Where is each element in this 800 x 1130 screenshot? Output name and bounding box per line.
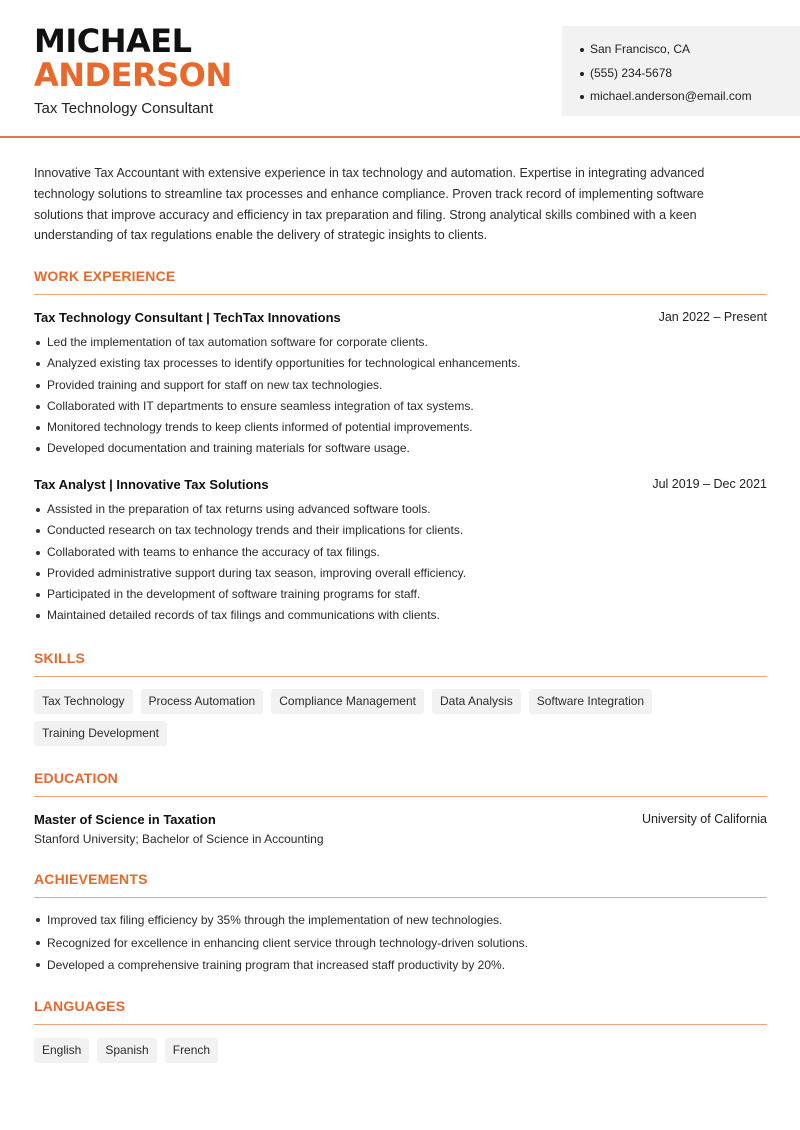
job-dates: Jan 2022 – Present bbox=[658, 310, 767, 324]
school: University of California bbox=[641, 812, 767, 826]
section-title-education: EDUCATION bbox=[34, 770, 118, 786]
section-title-work: WORK EXPERIENCE bbox=[34, 268, 176, 284]
skill-chip: Software Integration bbox=[529, 689, 652, 714]
section-title-achievements: ACHIEVEMENTS bbox=[34, 871, 148, 887]
list-item: Maintained detailed records of tax filings and communications with clients. bbox=[34, 605, 466, 626]
list-item: Provided training and support for staff on new tax technologies. bbox=[34, 375, 521, 396]
section-divider bbox=[34, 897, 767, 898]
contact-box bbox=[562, 26, 800, 116]
section-title-languages: LANGUAGES bbox=[34, 998, 126, 1014]
skill-chip: Training Development bbox=[34, 721, 167, 746]
language-chip: Spanish bbox=[97, 1038, 156, 1063]
section-divider bbox=[34, 294, 767, 295]
list-item: Monitored technology trends to keep clients informed of potential improvements. bbox=[34, 417, 521, 438]
education-detail: Stanford University; Bachelor of Science in Accounting bbox=[34, 832, 324, 846]
job-role: Tax Analyst | Innovative Tax Solutions bbox=[34, 477, 269, 492]
job-dates: Jul 2019 – Dec 2021 bbox=[652, 477, 767, 491]
job-header bbox=[34, 477, 767, 492]
candidate-name bbox=[34, 24, 232, 92]
section-title-skills: SKILLS bbox=[34, 650, 85, 666]
degree: Master of Science in Taxation bbox=[34, 812, 216, 827]
achievements-list bbox=[34, 909, 528, 977]
section-divider bbox=[34, 676, 767, 677]
list-item: Conducted research on tax technology trends and their implications for clients. bbox=[34, 520, 466, 541]
languages-list bbox=[34, 1038, 774, 1063]
first-name: MICHAEL bbox=[34, 22, 192, 60]
job-title: Tax Technology Consultant bbox=[34, 100, 214, 117]
job-role: Tax Technology Consultant | TechTax Innovations bbox=[34, 310, 341, 325]
language-chip: English bbox=[34, 1038, 89, 1063]
education-entry bbox=[34, 812, 767, 846]
skill-chip: Compliance Management bbox=[271, 689, 424, 714]
list-item: Developed documentation and training materials for software usage. bbox=[34, 438, 521, 459]
list-item: Collaborated with IT departments to ensure seamless integration of tax systems. bbox=[34, 396, 521, 417]
list-item: Led the implementation of tax automation software for corporate clients. bbox=[34, 332, 521, 353]
list-item: Analyzed existing tax processes to identify opportunities for technological enhancements. bbox=[34, 353, 521, 374]
contact-email[interactable]: michael.anderson@email.com bbox=[580, 85, 800, 109]
professional-summary: Innovative Tax Accountant with extensive experience in tax technology and automation. Expertise in integrating advanced technology solutions to streamline tax processes and enhance compliance. Proven track record of implementing software solutions that improve accuracy and efficiency in tax preparation and filing. Strong analytical skills combined with a keen understanding of tax regulations enable the delivery of strategic insights to clients. bbox=[34, 166, 705, 243]
list-item: Improved tax filing efficiency by 35% through the implementation of new technologies. bbox=[34, 909, 528, 932]
skills-list bbox=[34, 689, 774, 746]
section-divider bbox=[34, 1024, 767, 1025]
list-item: Assisted in the preparation of tax returns using advanced software tools. bbox=[34, 499, 466, 520]
job-bullets bbox=[34, 499, 466, 627]
skill-chip: Process Automation bbox=[141, 689, 264, 714]
list-item: Participated in the development of software training programs for staff. bbox=[34, 584, 466, 605]
contact-location: San Francisco, CA bbox=[580, 38, 800, 62]
section-divider bbox=[34, 796, 767, 797]
job-header bbox=[34, 310, 767, 325]
list-item: Recognized for excellence in enhancing client service through technology-driven solutions. bbox=[34, 932, 528, 955]
skill-chip: Tax Technology bbox=[34, 689, 133, 714]
list-item: Provided administrative support during tax season, improving overall efficiency. bbox=[34, 563, 466, 584]
list-item: Developed a comprehensive training program that increased staff productivity by 20%. bbox=[34, 954, 528, 977]
last-name: ANDERSON bbox=[34, 56, 232, 94]
skill-chip: Data Analysis bbox=[432, 689, 521, 714]
resume-header bbox=[0, 0, 800, 138]
language-chip: French bbox=[165, 1038, 218, 1063]
contact-phone: (555) 234-5678 bbox=[580, 62, 800, 86]
list-item: Collaborated with teams to enhance the accuracy of tax filings. bbox=[34, 542, 466, 563]
job-bullets bbox=[34, 332, 521, 460]
